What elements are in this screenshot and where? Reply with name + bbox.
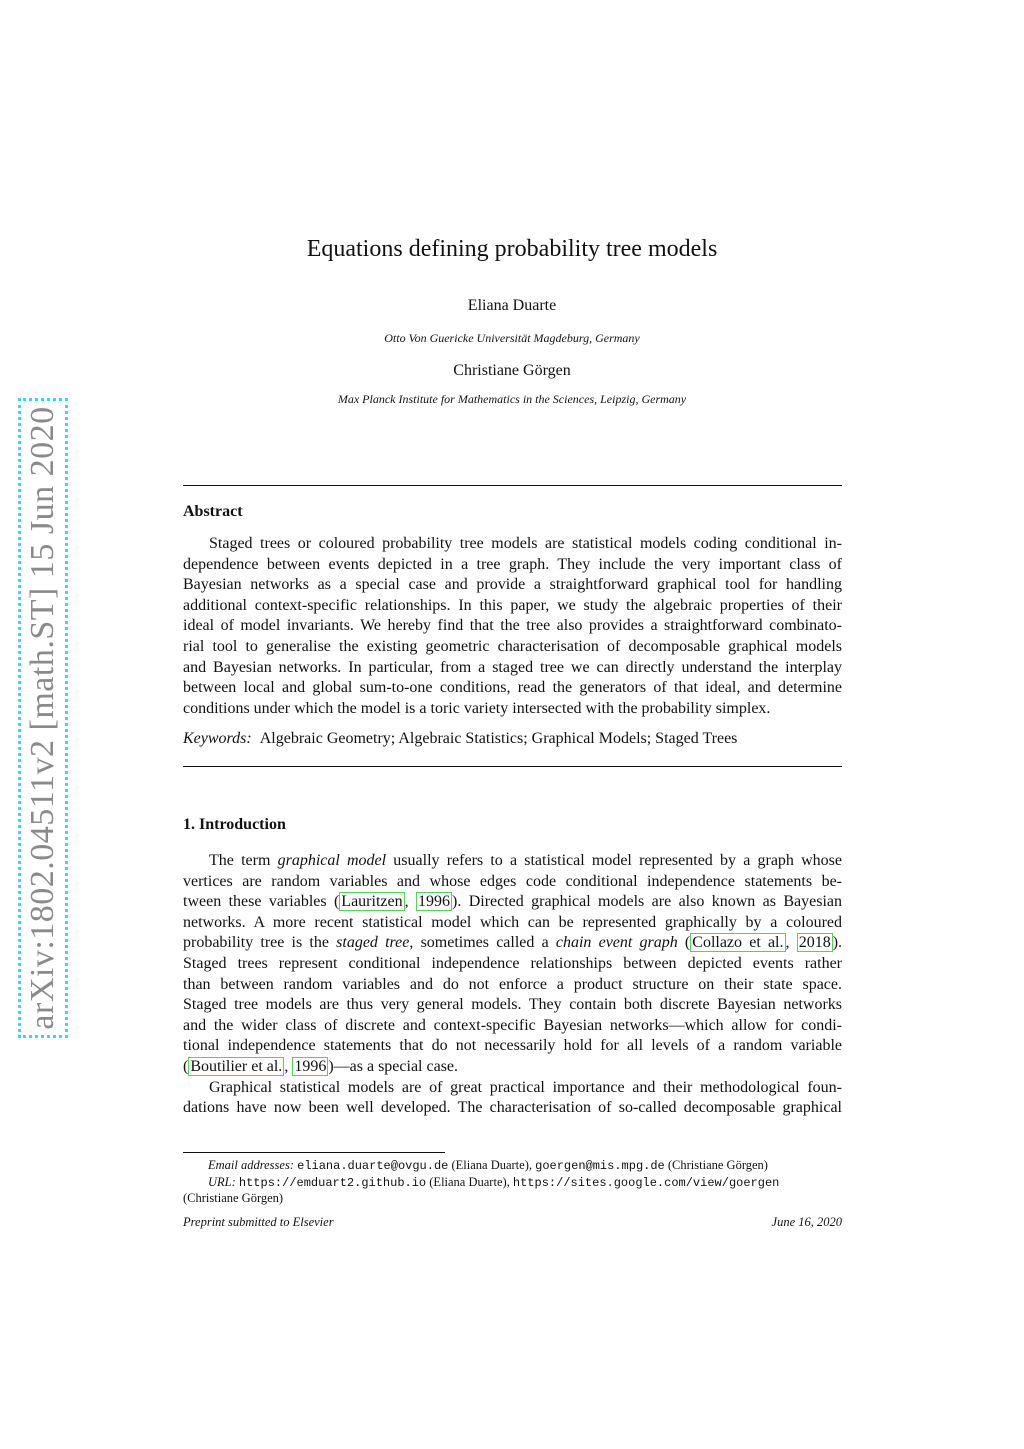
footnote-url-owner: (Christiane Görgen) xyxy=(183,1191,284,1205)
footnote-urls: URL: https://emduart2.github.io (Eliana Duarte), https://sites.google.com/view/goergen xyxy=(208,1175,780,1190)
keywords-label: Keywords: xyxy=(183,730,252,747)
email-link[interactable]: goergen@mis.mpg.de xyxy=(535,1159,665,1173)
arxiv-identifier-text: arXiv:1802.04511v2 [math.ST] 15 Jun 2020 xyxy=(24,406,61,1030)
citation-link-boutilier[interactable]: Boutilier et al. xyxy=(190,1057,283,1075)
text-line: and the wider class of discrete and context-specific Bayesian networks—which allow for condi- xyxy=(183,1016,842,1034)
abstract-line: Staged trees or coloured probability tree models are statistical models coding conditional in- xyxy=(209,535,842,552)
text-line: Staged trees represent conditional independence relationships between depicted events rather xyxy=(183,954,842,972)
abstract-body xyxy=(183,534,842,719)
introduction-paragraph-1 xyxy=(183,851,842,1119)
abstract-top-rule xyxy=(183,485,842,486)
author-name: Christiane Görgen xyxy=(453,362,571,379)
citation-link-lauritzen[interactable]: Lauritzen xyxy=(341,893,403,911)
abstract-line: conditions under which the model is a toric variety intersected with the probability simplex. xyxy=(183,699,771,717)
paper-title: Equations defining probability tree models xyxy=(306,236,718,262)
text-line: networks. A more recent statistical model which can be represented graphically by a coloured xyxy=(183,913,842,931)
text-line: vertices are random variables and whose edges code conditional independence statements be- xyxy=(183,872,842,890)
text-line: Staged tree models are thus very general models. They contain both discrete Bayesian networks xyxy=(183,996,842,1014)
arxiv-identifier-stamp[interactable] xyxy=(18,398,68,1038)
abstract-line: additional context-specific relationships. In this paper, we study the algebraic properties of their xyxy=(183,596,842,614)
author-affiliation: Max Planck Institute for Mathematics in the Sciences, Leipzig, Germany xyxy=(337,392,687,406)
text-line: ( Boutilier et al. , 1996 )—as a special case. xyxy=(183,1057,459,1075)
author-name: Eliana Duarte xyxy=(467,297,557,314)
abstract-line: dependence between events depicted in a tree graph. They include the very important class of xyxy=(183,555,842,573)
abstract-heading: Abstract xyxy=(183,503,243,520)
text-line: The term graphical model usually refers to a statistical model represented by a graph whose xyxy=(209,852,842,869)
text-line: Graphical statistical models are of great practical importance and their methodological foun- xyxy=(209,1078,842,1096)
keywords-text: Algebraic Geometry; Algebraic Statistics; Graphical Models; Staged Trees xyxy=(259,730,738,747)
text-line: than between random variables and do not enforce a product structure on their state space. xyxy=(183,975,842,993)
citation-link-collazo[interactable]: Collazo et al. xyxy=(692,934,784,952)
email-link[interactable]: eliana.duarte@ovgu.de xyxy=(297,1159,449,1173)
section-heading-introduction: 1. Introduction xyxy=(183,816,286,833)
abstract-line: and Bayesian networks. In particular, from a staged tree we can directly understand the interplay xyxy=(183,658,842,676)
abstract-line: Bayesian networks as a special case and provide a straightforward graphical tool for handling xyxy=(183,576,842,594)
footnote-rule xyxy=(183,1152,445,1153)
abstract-bottom-rule xyxy=(183,766,842,767)
text-line: tional independence statements that do not necessarily hold for all levels of a random variable xyxy=(183,1037,842,1055)
url-link[interactable]: https://sites.google.com/view/goergen xyxy=(512,1176,780,1190)
citation-year-link[interactable]: 1996 xyxy=(294,1057,327,1075)
text-line: tween these variables ( Lauritzen , 1996 ). Directed graphical models are also known as Bayesian xyxy=(183,893,843,911)
abstract-line: rial tool to generalise the existing geometric characterisation of decomposable graphical models xyxy=(183,637,842,655)
abstract-line: ideal of model invariants. We hereby find that the tree also provides a straightforward combinato- xyxy=(183,617,842,635)
author-affiliation: Otto Von Guericke Universität Magdeburg, Germany xyxy=(384,331,640,345)
text-line: dations have now been well developed. The characterisation of so-called decomposable graphical xyxy=(183,1099,842,1117)
footer-date: June 16, 2020 xyxy=(771,1215,842,1229)
text-line: probability tree is the staged tree, sometimes called a chain event graph ( Collazo et al. , 2018 ). xyxy=(183,934,843,952)
url-link[interactable]: https://emduart2.github.io xyxy=(238,1176,427,1190)
citation-year-link[interactable]: 2018 xyxy=(798,934,831,952)
footer-preprint-note: Preprint submitted to Elsevier xyxy=(183,1215,334,1229)
abstract-line: between local and global sum-to-one conditions, read the generators of that ideal, and determine xyxy=(183,679,842,697)
footnote-emails: Email addresses: eliana.duarte@ovgu.de (Eliana Duarte), goergen@mis.mpg.de (Christiane Görgen) xyxy=(208,1158,768,1173)
citation-year-link[interactable]: 1996 xyxy=(417,893,450,911)
keywords xyxy=(183,730,737,748)
